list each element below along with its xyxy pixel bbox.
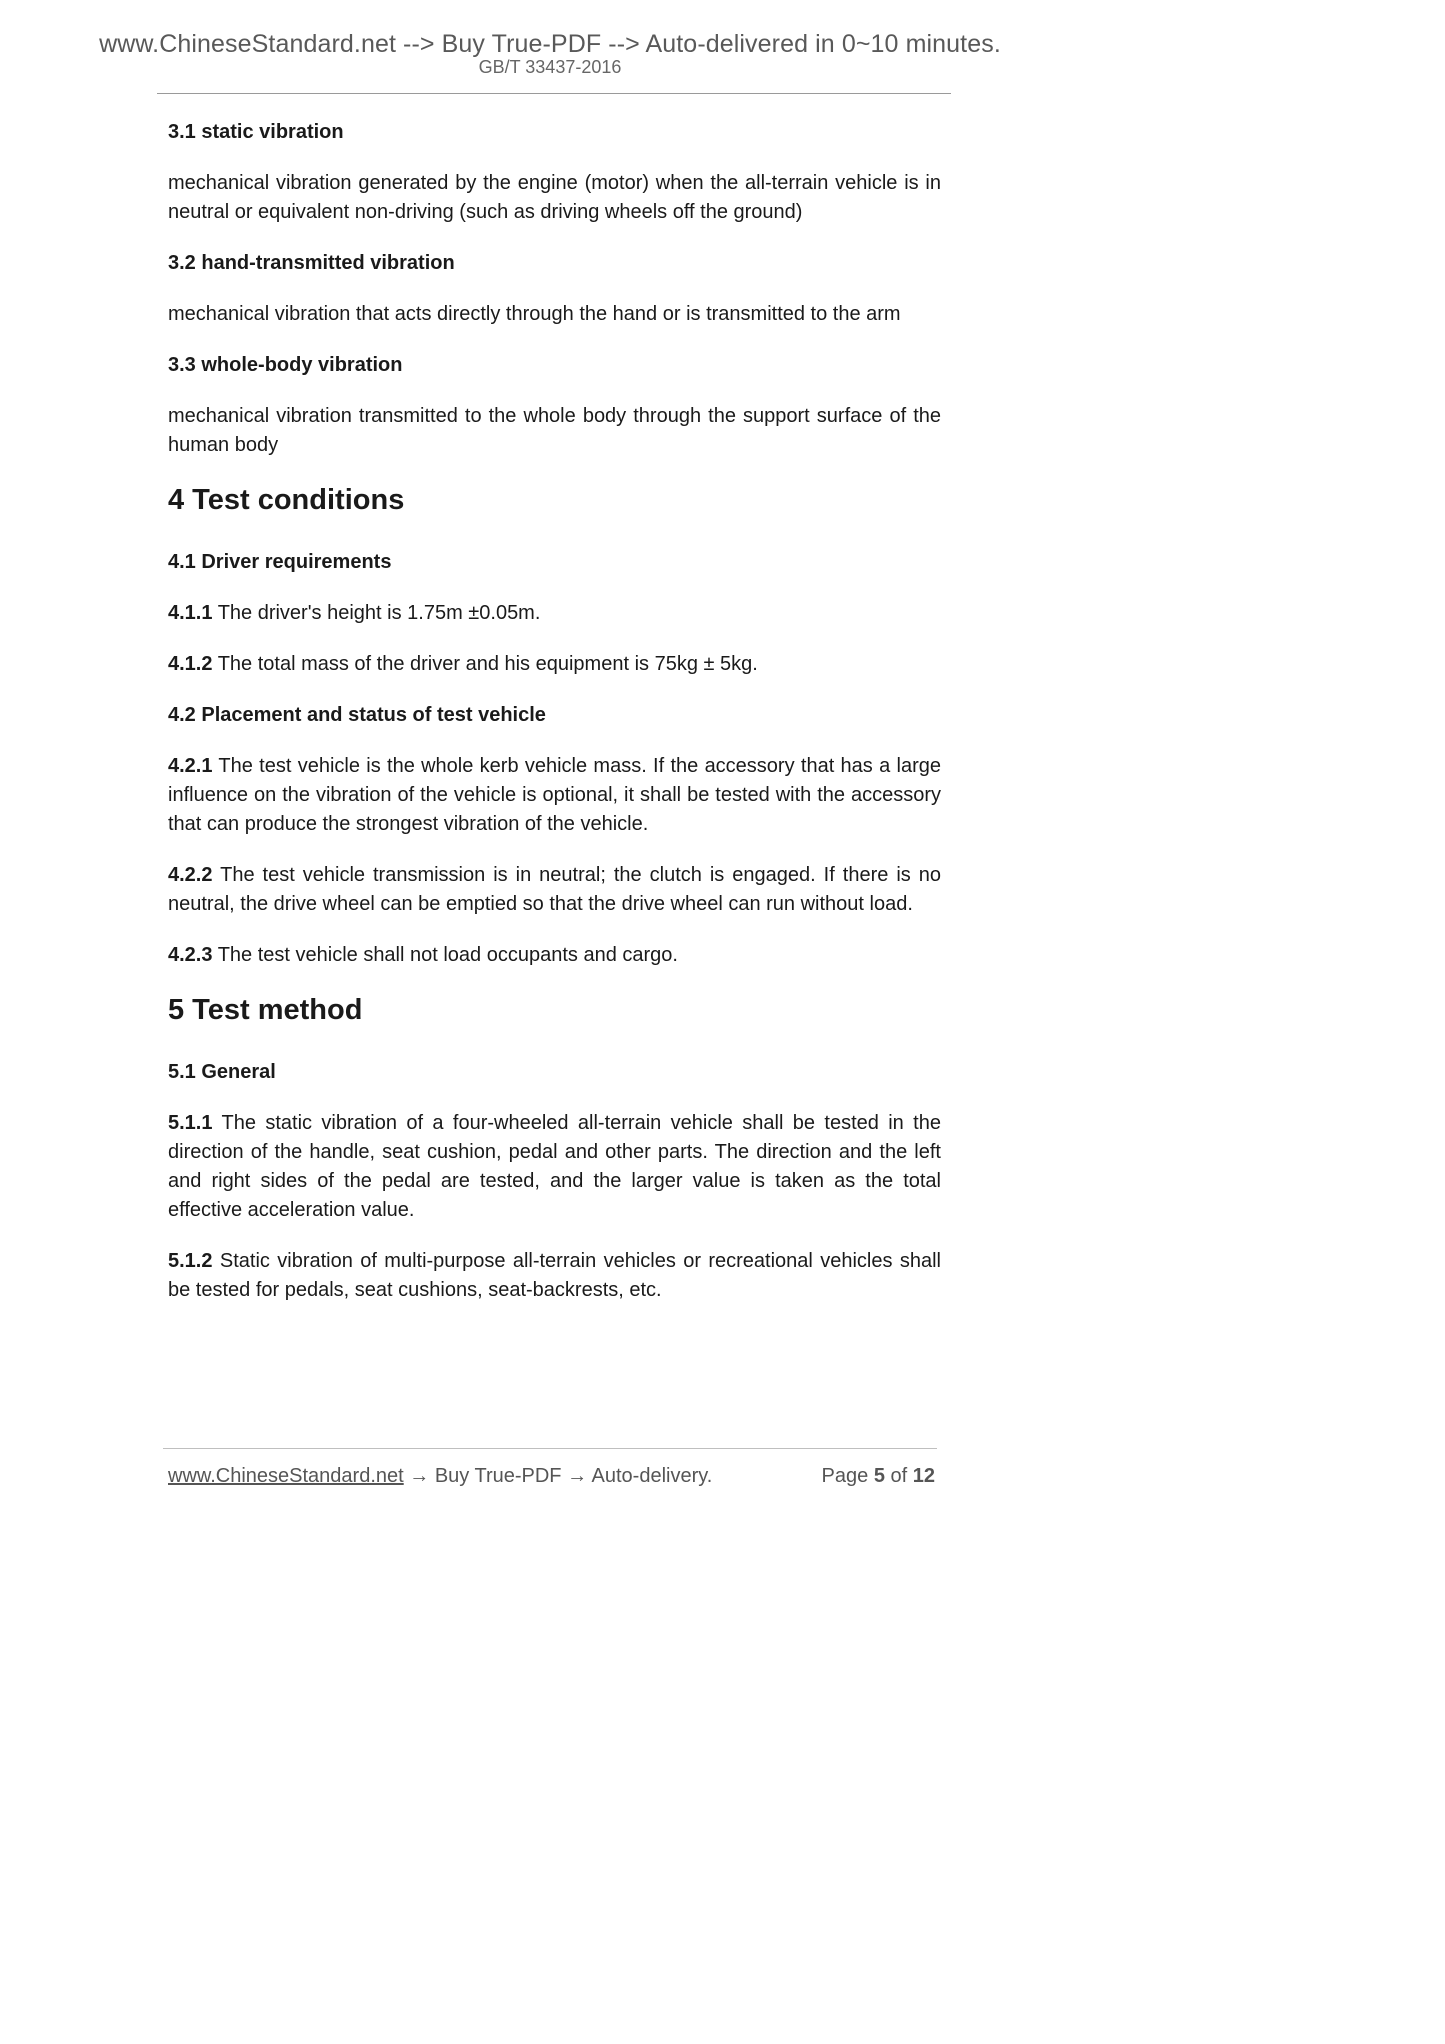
page-footer — [168, 1465, 935, 1488]
clause-number: 4.2.1 — [168, 755, 213, 777]
clause-number: 5.1.1 — [168, 1112, 213, 1134]
clause-text: The driver's height is 1.75m ±0.05m. — [217, 602, 541, 624]
clause-number: 4.1.1 — [168, 602, 213, 624]
clause-number: 5.1.2 — [168, 1250, 213, 1272]
page-label: Page — [821, 1465, 869, 1487]
clause-4-1-2 — [168, 650, 941, 679]
clause-4-2-2 — [168, 861, 941, 919]
clause-text: The static vibration of a four-wheeled all-terrain vehicle shall be tested in the direction of the handle, seat cushion, pedal and other parts. The direction and the left and right sides of the pedal are tested, and the larger value is taken as the total effective acceleration value. — [168, 1112, 941, 1221]
section-4-title: 4 Test conditions — [168, 484, 405, 516]
clause-4-2-3 — [168, 941, 941, 970]
top-banner: www.ChineseStandard.net --> Buy True-PDF --> Auto-delivered in 0~10 minutes. — [99, 30, 1001, 58]
term-3-2-definition: mechanical vibration that acts directly through the hand or is transmitted to the arm — [168, 303, 901, 325]
footer-divider — [163, 1448, 937, 1449]
clause-number: 4.1.2 — [168, 653, 213, 675]
subsection-4-2-title: 4.2 Placement and status of test vehicle — [168, 704, 546, 726]
clause-text: Static vibration of multi-purpose all-terrain vehicles or recreational vehicles shall be tested for pedals, seat cushions, seat-backrests, etc. — [168, 1250, 941, 1301]
clause-text: The test vehicle transmission is in neutral; the clutch is engaged. If there is no neutral, the drive wheel can be emptied so that the drive wheel can run without load. — [168, 864, 941, 915]
footer-site-link[interactable]: www.ChineseStandard.net — [168, 1465, 404, 1487]
footer-tagline: → Buy True-PDF → Auto-delivery. — [403, 1465, 713, 1487]
term-3-1-title: 3.1 static vibration — [168, 121, 344, 143]
clause-5-1-2 — [168, 1247, 941, 1305]
clause-5-1-1 — [168, 1109, 941, 1225]
term-3-1-definition: mechanical vibration generated by the engine (motor) when the all-terrain vehicle is in neutral or equivalent non-driving (such as driving wheels off the ground) — [168, 172, 941, 223]
page-content — [168, 118, 941, 1327]
clause-number: 4.2.2 — [168, 864, 213, 886]
current-page-number: 5 — [873, 1465, 885, 1487]
term-3-3-definition: mechanical vibration transmitted to the whole body through the support surface of the human body — [168, 405, 941, 456]
header-divider — [157, 93, 951, 94]
term-3-3-title: 3.3 whole-body vibration — [168, 354, 403, 376]
clause-number: 4.2.3 — [168, 944, 213, 966]
total-pages-number: 12 — [912, 1465, 935, 1487]
section-5-title: 5 Test method — [168, 994, 363, 1026]
subsection-5-1-title: 5.1 General — [168, 1061, 276, 1083]
clause-4-1-1 — [168, 599, 941, 628]
clause-text: The test vehicle is the whole kerb vehicle mass. If the accessory that has a large influence on the vibration of the vehicle is optional, it shall be tested with the accessory that can produce the strongest vibration of the vehicle. — [168, 755, 941, 835]
subsection-4-1-title: 4.1 Driver requirements — [168, 551, 392, 573]
clause-4-2-1 — [168, 752, 941, 839]
clause-text: The test vehicle shall not load occupants and cargo. — [217, 944, 678, 966]
clause-text: The total mass of the driver and his equipment is 75kg ± 5kg. — [217, 653, 758, 675]
page-indicator — [822, 1465, 935, 1488]
standard-code: GB/T 33437-2016 — [478, 57, 622, 77]
of-label: of — [890, 1465, 908, 1487]
term-3-2-title: 3.2 hand-transmitted vibration — [168, 252, 455, 274]
